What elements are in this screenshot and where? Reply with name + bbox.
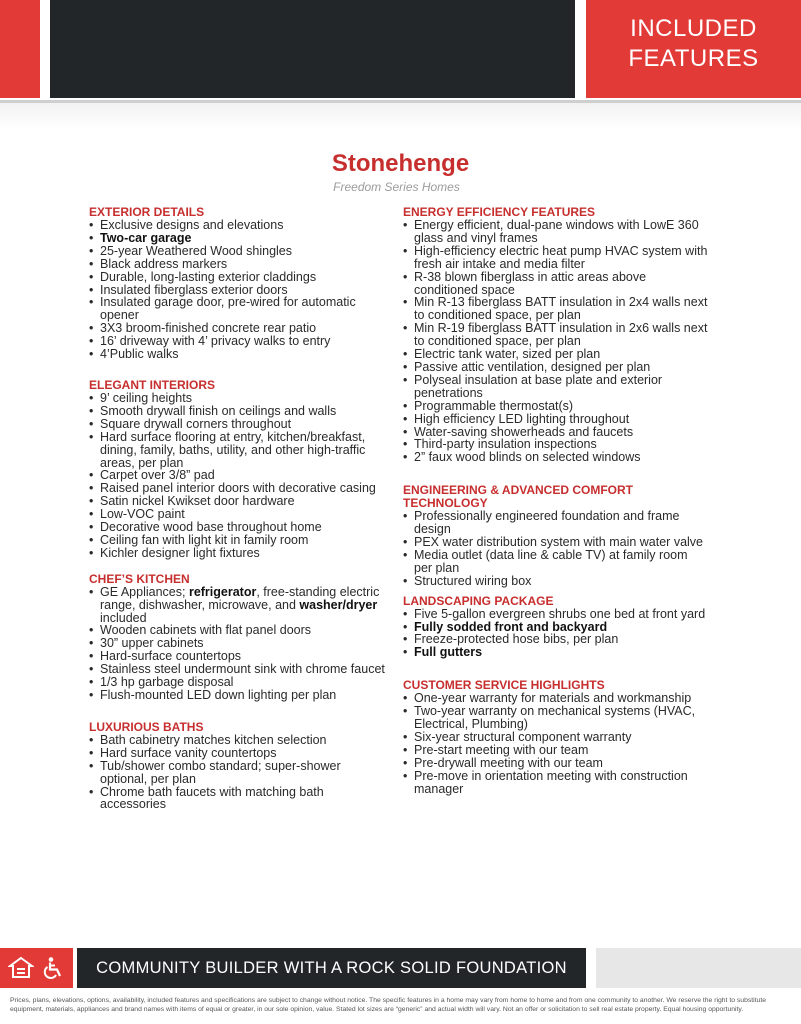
list-item: • 1/3 hp garbage disposal <box>89 676 389 689</box>
list-item <box>403 646 708 659</box>
list-item: • Kichler designer light fixtures <box>89 547 389 560</box>
page-subtitle: Freedom Series Homes <box>333 180 460 194</box>
list-item: • Smooth drywall finish on ceilings and walls <box>89 405 389 418</box>
list-item: • Insulated fiberglass exterior doors <box>89 284 389 297</box>
list-item: • High-efficiency electric heat pump HVAC system with fresh air intake and media filter <box>403 245 708 271</box>
list-item: • Raised panel interior doors with decorative casing <box>89 482 389 495</box>
list-item: • Durable, long-lasting exterior claddings <box>89 271 389 284</box>
list-item: • High efficiency LED lighting throughout <box>403 413 708 426</box>
list-item: • Freeze-protected hose bibs, per plan <box>403 633 708 646</box>
text-run: , free-standing electric range, dishwasher, microwave, and <box>100 584 380 612</box>
list-item: • Square drywall corners throughout <box>89 418 389 431</box>
list-item: • Media outlet (data line & cable TV) at family room per plan <box>403 549 708 575</box>
list-item: • Satin nickel Kwikset door hardware <box>89 495 389 508</box>
list-item: • One-year warranty for materials and workmanship <box>403 692 708 705</box>
list-item: • Five 5-gallon evergreen shrubs one bed at front yard <box>403 608 708 621</box>
interiors-list <box>89 392 389 560</box>
right-column <box>403 206 708 796</box>
list-item-bold: Two-car garage <box>100 230 192 245</box>
list-item: • Exclusive designs and elevations <box>89 219 389 232</box>
section-heading-baths: LUXURIOUS BATHS <box>89 719 204 734</box>
section-heading-landscaping: LANDSCAPING PACKAGE <box>403 593 554 608</box>
text-run: included <box>100 610 147 625</box>
header-title-line2: FEATURES <box>628 45 759 72</box>
section-heading-exterior: EXTERIOR DETAILS <box>89 205 205 219</box>
list-item: • Low-VOC paint <box>89 508 389 521</box>
list-item: • Decorative wood base throughout home <box>89 521 389 534</box>
list-item: • Passive attic ventilation, designed per plan <box>403 361 708 374</box>
list-item: • Wooden cabinets with flat panel doors <box>89 624 389 637</box>
footer-gray-panel <box>596 948 801 988</box>
list-item: • Professionally engineered foundation and frame design <box>403 510 708 536</box>
list-item-bold: Full gutters <box>414 645 483 660</box>
engineering-list <box>403 510 708 587</box>
equal-housing-opportunity-icon <box>8 956 34 980</box>
page-title: Stonehenge <box>331 150 470 177</box>
energy-list <box>403 219 708 464</box>
list-item: • Stainless steel undermount sink with chrome faucet <box>89 663 389 676</box>
list-item <box>89 586 389 625</box>
list-item: • R-38 blown fiberglass in attic areas above conditioned space <box>403 271 708 297</box>
list-item: • Energy efficient, dual-pane windows with LowE 360 glass and vinyl frames <box>403 219 708 245</box>
list-item: • Third-party insulation inspections <box>403 438 708 451</box>
list-item: • Hard surface flooring at entry, kitchen/breakfast, dining, family, baths, utility, and other high-traffic areas, per plan <box>89 431 389 470</box>
list-item: • Polyseal insulation at base plate and exterior penetrations <box>403 374 708 400</box>
list-item: • Pre-start meeting with our team <box>403 744 708 757</box>
list-item: • Carpet over 3/8” pad <box>89 469 389 482</box>
list-item: • Flush-mounted LED down lighting per plan <box>89 689 389 702</box>
text-run-bold: refrigerator <box>188 584 257 599</box>
footer-tagline: COMMUNITY BUILDER WITH A ROCK SOLID FOUNDATION <box>96 959 567 977</box>
landscaping-list <box>403 608 708 660</box>
section-heading-energy: ENERGY EFFICIENCY FEATURES <box>403 205 596 219</box>
list-item: • Black address markers <box>89 258 389 271</box>
list-item: • 4’Public walks <box>89 348 389 361</box>
left-column <box>89 206 389 811</box>
list-item: • 2” faux wood blinds on selected windows <box>403 451 708 464</box>
list-item: • 25-year Weathered Wood shingles <box>89 245 389 258</box>
list-item: • Hard surface vanity countertops <box>89 747 389 760</box>
list-item: • Tub/shower combo standard; super-shower optional, per plan <box>89 760 389 786</box>
list-item: • Min R-13 fiberglass BATT insulation in 2x4 walls next to conditioned space, per plan <box>403 296 708 322</box>
list-item: • Min R-19 fiberglass BATT insulation in 2x6 walls next to conditioned space, per plan <box>403 322 708 348</box>
list-item: • Pre-drywall meeting with our team <box>403 757 708 770</box>
list-item: • 16’ driveway with 4’ privacy walks to entry <box>89 335 389 348</box>
section-heading-service: CUSTOMER SERVICE HIGHLIGHTS <box>403 678 605 693</box>
list-item: • Six-year structural component warranty <box>403 731 708 744</box>
list-item: • Electric tank water, sized per plan <box>403 348 708 361</box>
list-item-bold: Fully sodded front and backyard <box>414 619 608 634</box>
wheelchair-accessibility-icon <box>40 956 66 980</box>
list-item: • Water-saving showerheads and faucets <box>403 426 708 439</box>
list-item: • Hard-surface countertops <box>89 650 389 663</box>
header-left-accent <box>0 0 40 98</box>
list-item: • Insulated garage door, pre-wired for automatic opener <box>89 296 389 322</box>
list-item: • 30” upper cabinets <box>89 637 389 650</box>
section-heading-interiors: ELEGANT INTERIORS <box>89 377 216 392</box>
header-included-features <box>586 14 801 74</box>
text-run: GE Appliances; <box>100 584 189 599</box>
list-item: • PEX water distribution system with main water valve <box>403 536 708 549</box>
list-item: • Programmable thermostat(s) <box>403 400 708 413</box>
header-dark-band <box>50 0 575 98</box>
header-title-line1: INCLUDED <box>630 15 757 42</box>
list-item: • 9’ ceiling heights <box>89 392 389 405</box>
kitchen-list <box>89 586 389 702</box>
list-item <box>89 232 389 245</box>
service-list <box>403 692 708 795</box>
section-heading-kitchen: CHEF’S KITCHEN <box>89 571 190 586</box>
list-item: • Ceiling fan with light kit in family room <box>89 534 389 547</box>
footer-disclaimer: Prices, plans, elevations, options, availability, included features and specifications are subject to change without notice. The specific features in a home may vary from home to home and from one community to another. We reserve the right to substitute equipment, materials, appliances and brand names with items of equal or greater, in our sole opinion, value. Stated lot sizes are “generic” and actual width will vary. Not an offer or solicitation to sell real estate property. Equal housing opportunity. <box>10 997 766 1013</box>
text-run-bold: washer/dryer <box>299 597 378 612</box>
list-item: • Pre-move in orientation meeting with construction manager <box>403 770 708 796</box>
section-heading-engineering: ENGINEERING & ADVANCED COMFORT TECHNOLOGY <box>403 483 634 511</box>
list-item: • 3X3 broom-finished concrete rear patio <box>89 322 389 335</box>
list-item: • Chrome bath faucets with matching bath accessories <box>89 786 389 812</box>
list-item: • Two-year warranty on mechanical systems (HVAC, Electrical, Plumbing) <box>403 705 708 731</box>
list-item: • Structured wiring box <box>403 575 708 588</box>
list-item: • Bath cabinetry matches kitchen selection <box>89 734 389 747</box>
baths-list <box>89 734 389 811</box>
header-shadow <box>0 103 801 129</box>
exterior-list <box>89 219 389 361</box>
